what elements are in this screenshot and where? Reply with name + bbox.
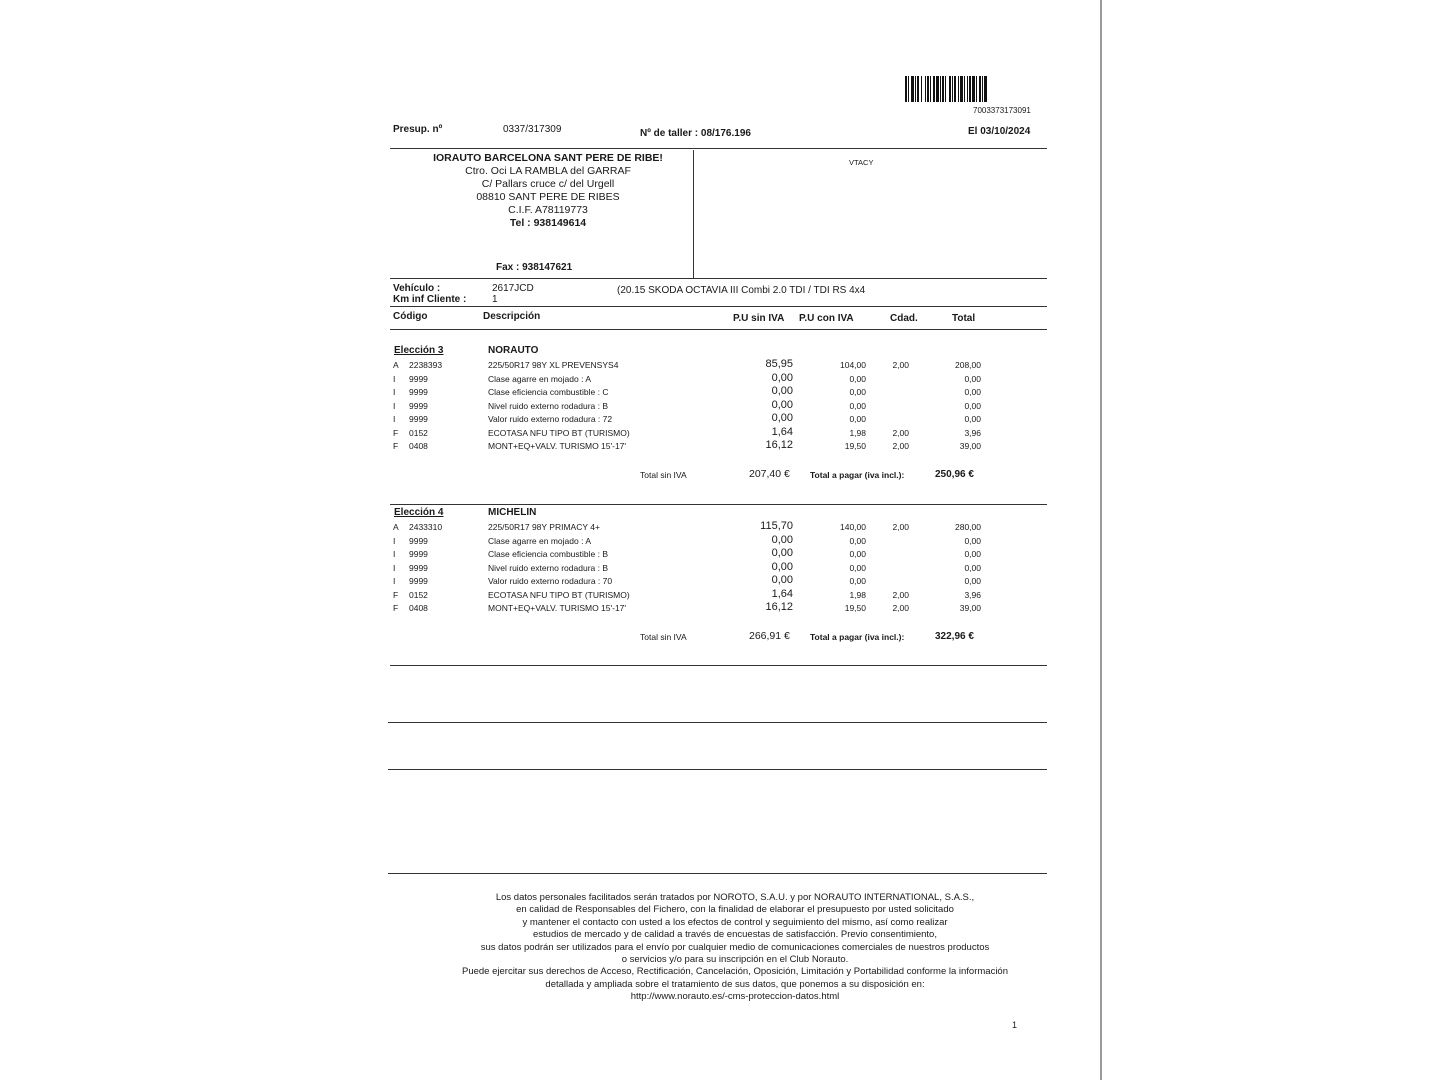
item-unit-price: 0,00 (771, 398, 793, 411)
item-row (393, 371, 993, 387)
item-total: 280,00 (955, 522, 981, 532)
item-code: 9999 (409, 535, 428, 546)
item-description: MONT+EQ+VALV. TURISMO 15'-17' (488, 603, 627, 613)
election-3-total-sin-iva-label: Total sin IVA (640, 470, 687, 480)
footer-line: o servicios y/o para su inscripción en el Club Norauto. (621, 954, 849, 966)
item-unit-price: 0,00 (771, 533, 793, 546)
divider (390, 278, 1047, 279)
item-row (393, 587, 993, 603)
item-code: 9999 (409, 414, 428, 424)
item-row (393, 387, 993, 400)
footer-line: sus datos podrán ser utilizados para el envío por cualquier medio de comunicaciones comerciales de nuestros productos (480, 941, 990, 953)
footer-line: y mantener el contacto con usted a los efectos de control y seguimiento del mismo, así como realizar (522, 916, 948, 928)
company-fax: Fax : 938147621 (496, 262, 573, 273)
divider (388, 722, 1047, 723)
page-number: 1 (1012, 1020, 1018, 1030)
quote-document (385, 70, 1055, 1030)
item-unit-price: 16,12 (765, 601, 793, 613)
km-value: 1 (492, 294, 498, 305)
item-unit-price-iva: 19,50 (844, 441, 866, 451)
item-unit-price: 16,12 (765, 439, 793, 451)
col-code: Código (393, 311, 428, 322)
company-tel: Tel : 938149614 (509, 217, 587, 229)
divider (390, 665, 1047, 666)
company-cif: C.I.F. A78119773 (508, 204, 588, 216)
item-total: 0,00 (964, 549, 981, 559)
privacy-link[interactable]: http://www.norauto.es/-cms-proteccion-datos.html (630, 991, 840, 1003)
item-row (393, 360, 993, 373)
item-code: 9999 (409, 387, 428, 397)
item-total: 0,00 (964, 400, 981, 411)
item-code: 0408 (409, 603, 428, 613)
item-description: MONT+EQ+VALV. TURISMO 15'-17' (488, 441, 627, 451)
client-box-border (693, 150, 694, 278)
km-label: Km inf Cliente : (393, 294, 467, 305)
item-code: 9999 (409, 562, 428, 573)
client-box-text: VTACY (849, 158, 874, 167)
item-type: F (393, 589, 399, 600)
item-quantity: 2,00 (892, 360, 909, 370)
item-type: I (393, 387, 396, 397)
item-code: 2238393 (409, 360, 443, 370)
item-unit-price: 1,64 (771, 425, 793, 438)
col-description: Descripción (483, 311, 541, 322)
item-description: Nivel ruido externo rodadura : B (488, 562, 609, 573)
divider (390, 504, 1047, 505)
election-3-brand: NORAUTO (488, 345, 539, 356)
col-pu-con-iva: P.U con IVA (799, 313, 854, 324)
item-code: 0152 (409, 427, 428, 438)
election-4-brand: MICHELIN (488, 507, 537, 518)
company-block (413, 152, 683, 230)
item-description: 225/50R17 98Y XL PREVENSYS4 (488, 360, 619, 370)
vehicle-plate: 2617JCD (492, 283, 534, 294)
item-type: I (393, 373, 396, 384)
page-edge (1100, 0, 1102, 1080)
item-unit-price-iva: 0,00 (849, 535, 866, 546)
company-address-1: Ctro. Oci LA RAMBLA del GARRAF (465, 165, 631, 177)
presup-number: 0337/317309 (503, 124, 562, 135)
item-row (393, 398, 993, 414)
item-code: 9999 (409, 400, 428, 411)
item-type: F (393, 441, 399, 451)
item-unit-price-iva: 0,00 (849, 576, 866, 586)
item-unit-price-iva: 0,00 (849, 387, 866, 397)
item-total: 0,00 (964, 535, 981, 546)
item-unit-price: 0,00 (771, 547, 793, 559)
item-type: F (393, 427, 399, 438)
item-total: 39,00 (959, 603, 981, 613)
item-row (393, 425, 993, 441)
item-unit-price-iva: 19,50 (844, 603, 866, 613)
item-unit-price-iva: 1,98 (849, 427, 866, 438)
company-address-2: C/ Pallars cruce c/ del Urgell (481, 178, 615, 190)
item-unit-price: 1,64 (771, 587, 793, 600)
footer-line: estudios de mercado y de calidad a través de encuestas de satisfacción. Previo consentimiento, (533, 929, 937, 941)
item-unit-price-iva: 0,00 (849, 562, 866, 573)
election-4-label: Elección 4 (394, 507, 444, 518)
privacy-footer (385, 892, 1085, 1004)
item-total: 3,96 (964, 589, 981, 600)
item-code: 9999 (409, 576, 428, 586)
company-address-3: 08810 SANT PERE DE RIBES (476, 191, 620, 203)
item-type: I (393, 535, 396, 546)
item-row (393, 549, 993, 562)
election-4-total-sin-iva-label: Total sin IVA (640, 632, 687, 642)
item-description: Clase agarre en mojado : A (488, 373, 592, 384)
item-unit-price-iva: 0,00 (849, 373, 866, 384)
item-row (393, 441, 993, 454)
item-code: 0152 (409, 589, 428, 600)
item-unit-price: 0,00 (771, 385, 793, 397)
vehicle-label: Vehículo : (393, 283, 441, 294)
election-4-total-pagar-label: Total a pagar (iva incl.): (810, 632, 905, 642)
divider (390, 148, 1047, 149)
quote-date: El 03/10/2024 (968, 126, 1031, 137)
divider (390, 329, 1047, 330)
item-quantity: 2,00 (892, 522, 909, 532)
item-row (393, 522, 993, 535)
footer-line: Los datos personales facilitados serán tratados por NOROTO, S.A.U. y por NORAUTO INTERNATIONAL, S.A.S., (495, 892, 975, 903)
item-quantity: 2,00 (892, 589, 909, 600)
item-description: Clase eficiencia combustible : B (488, 549, 609, 559)
item-total: 0,00 (964, 373, 981, 384)
col-total: Total (952, 313, 976, 324)
item-description: Nivel ruido externo rodadura : B (488, 400, 609, 411)
item-description: Clase agarre en mojado : A (488, 535, 592, 546)
election-4-total-pagar: 322,96 € (935, 631, 974, 642)
presup-label: Presup. nº (393, 124, 443, 135)
footer-line: detallada y ampliada sobre el tratamiento de sus datos, que ponemos a su disposición en: (545, 978, 925, 990)
item-total: 0,00 (964, 576, 981, 586)
item-row (393, 603, 993, 616)
vehicle-description: (20.15 SKODA OCTAVIA III Combi 2.0 TDI / TDI RS 4x4 (617, 285, 866, 296)
divider (388, 873, 1047, 874)
item-description: 225/50R17 98Y PRIMACY 4+ (488, 522, 600, 532)
item-description: Valor ruido externo rodadura : 72 (488, 414, 613, 424)
item-description: Valor ruido externo rodadura : 70 (488, 576, 613, 586)
item-unit-price: 0,00 (771, 412, 793, 424)
item-total: 0,00 (964, 387, 981, 397)
barcode-number: 7003373173091 (973, 106, 1031, 115)
item-type: I (393, 549, 396, 559)
item-total: 3,96 (964, 427, 981, 438)
election-4-total-sin-iva: 266,91 € (749, 630, 790, 642)
item-type: I (393, 562, 396, 573)
item-unit-price: 85,95 (765, 358, 793, 370)
election-3-total-sin-iva: 207,40 € (749, 468, 790, 480)
divider (390, 306, 1047, 307)
item-total: 0,00 (964, 562, 981, 573)
col-qty: Cdad. (890, 313, 918, 324)
item-row (393, 414, 993, 427)
item-unit-price-iva: 1,98 (849, 589, 866, 600)
item-total: 0,00 (964, 414, 981, 424)
item-type: I (393, 414, 396, 424)
item-total: 208,00 (955, 360, 981, 370)
item-unit-price-iva: 104,00 (840, 360, 866, 370)
item-code: 2433310 (409, 522, 443, 532)
item-unit-price: 0,00 (771, 574, 793, 586)
item-quantity: 2,00 (892, 427, 909, 438)
item-quantity: 2,00 (892, 603, 909, 613)
item-row (393, 533, 993, 549)
col-pu-sin-iva: P.U sin IVA (733, 313, 785, 324)
item-row (393, 576, 993, 589)
item-unit-price: 0,00 (771, 371, 793, 384)
divider (388, 769, 1047, 770)
item-code: 9999 (409, 373, 428, 384)
item-type: I (393, 576, 396, 586)
item-unit-price-iva: 0,00 (849, 400, 866, 411)
item-unit-price-iva: 0,00 (849, 549, 866, 559)
item-description: Clase eficiencia combustible : C (488, 387, 609, 397)
election-3-total-pagar-label: Total a pagar (iva incl.): (810, 470, 905, 480)
item-type: A (393, 522, 399, 532)
item-quantity: 2,00 (892, 441, 909, 451)
item-type: F (393, 603, 399, 613)
item-unit-price: 0,00 (771, 560, 793, 573)
item-unit-price-iva: 0,00 (849, 414, 866, 424)
barcode-image (905, 76, 1050, 102)
election-3-total-pagar: 250,96 € (935, 469, 974, 480)
item-type: A (393, 360, 399, 370)
item-description: ECOTASA NFU TIPO BT (TURISMO) (488, 589, 630, 600)
item-code: 0408 (409, 441, 428, 451)
footer-line: Puede ejercitar sus derechos de Acceso, Rectificación, Cancelación, Oposición, Limitación y Portabilidad conforme la información (462, 966, 1008, 978)
footer-line: en calidad de Responsables del Fichero, con la finalidad de elaborar el presupuesto por usted solicitado (516, 904, 954, 916)
item-unit-price-iva: 140,00 (840, 522, 866, 532)
item-type: I (393, 400, 396, 411)
company-name: IORAUTO BARCELONA SANT PERE DE RIBE! (433, 152, 663, 164)
item-unit-price: 115,70 (760, 520, 793, 532)
taller-number: Nº de taller : 08/176.196 (640, 128, 751, 139)
election-3-label: Elección 3 (394, 345, 444, 356)
item-total: 39,00 (959, 441, 981, 451)
item-row (393, 560, 993, 576)
item-description: ECOTASA NFU TIPO BT (TURISMO) (488, 427, 630, 438)
item-code: 9999 (409, 549, 428, 559)
